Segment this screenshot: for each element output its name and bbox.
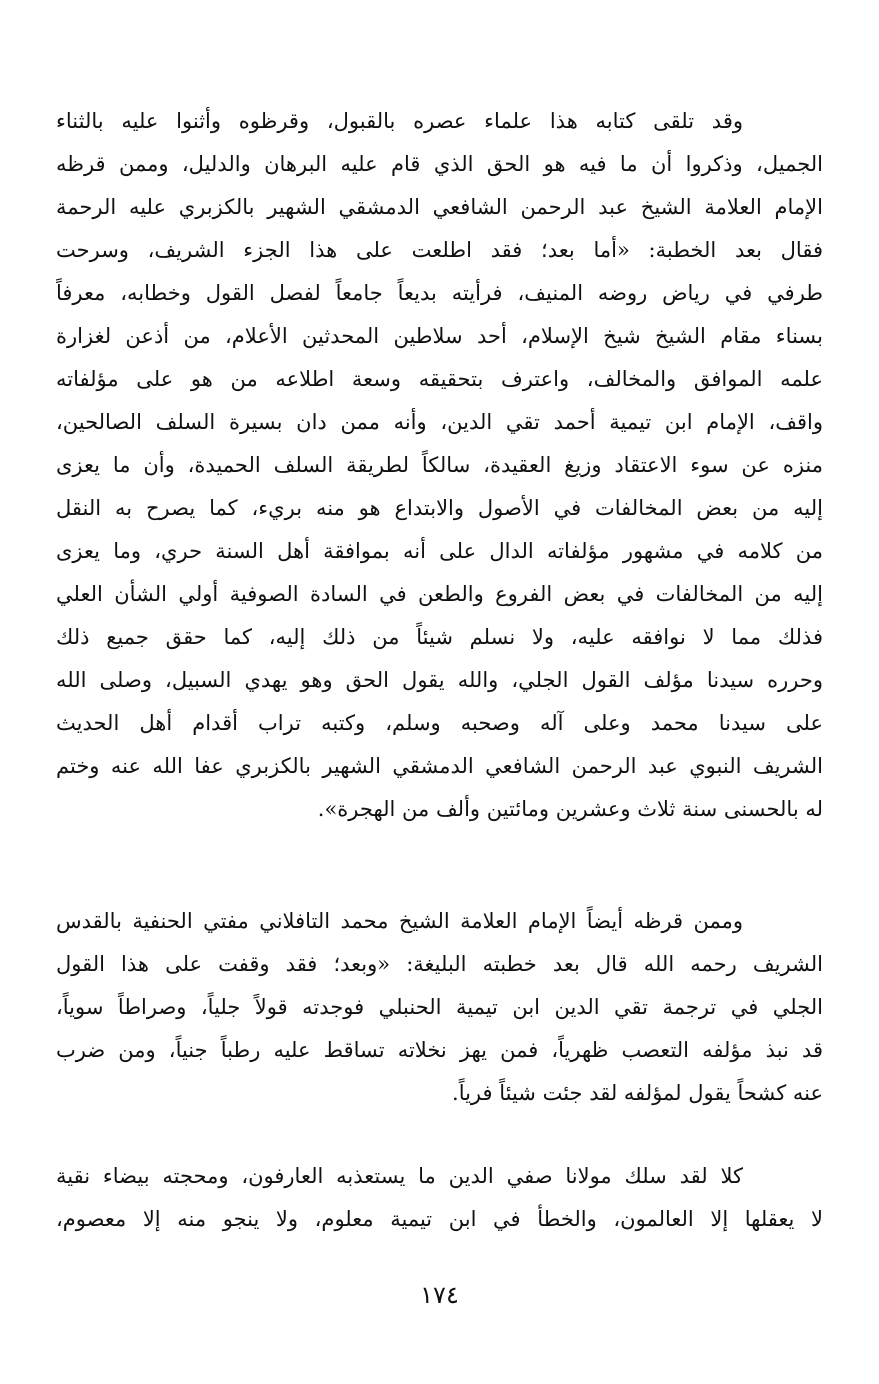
text-line: منزه عن سوء الاعتقاد وزيغ العقيدة، سالكاً لطريقة السلف الحميدة، وأن ما يعزى xyxy=(56,453,823,477)
text-line: كلا لقد سلك مولانا صفي الدين ما يستعذبه العارفون، ومحجته بيضاء نقية xyxy=(56,1164,743,1188)
text-line: على سيدنا محمد وعلى آله وصحبه وسلم، وكتبه تراب أقدام أهل الحديث xyxy=(56,711,823,735)
text-line: من كلامه في مشهور مؤلفاته الدال على أنه بموافقة أهل السنة حري، وما يعزى xyxy=(56,539,823,563)
text-line: وممن قرظه أيضاً الإمام العلامة الشيخ محمد التافلاني مفتي الحنفية بالقدس xyxy=(56,909,743,933)
text-line: له بالحسنى سنة ثلاث وعشرين ومائتين وألف من الهجرة». xyxy=(317,797,823,821)
page-number: ١٧٤ xyxy=(420,1281,459,1309)
text-line: إليه من بعض المخالفات في الأصول والابتداع هو منه بريء، كما يصرح به النقل xyxy=(56,496,823,520)
text-line: فقال بعد الخطبة: «أما بعد؛ فقد اطلعت على هذا الجزء الشريف، وسرحت xyxy=(56,238,823,262)
text-line: الشريف رحمه الله قال بعد خطبته البليغة: «وبعد؛ فقد وقفت على هذا القول xyxy=(56,952,823,976)
text-line: لا يعقلها إلا العالمون، والخطأ في ابن تيمية معلوم، ولا ينجو منه إلا معصوم، xyxy=(56,1207,823,1231)
text-line: علمه الموافق والمخالف، واعترف بتحقيقه وسعة اطلاعه من هو على مؤلفاته xyxy=(56,367,823,391)
text-line: وقد تلقى كتابه هذا علماء عصره بالقبول، وقرظوه وأثنوا عليه بالثناء xyxy=(56,109,743,133)
text-line: الجميل، وذكروا أن ما فيه هو الحق الذي قام عليه البرهان والدليل، وممن قرظه xyxy=(56,152,823,176)
text-line: فذلك مما لا نوافقه عليه، ولا نسلم شيئاً من ذلك إليه، كما حقق جميع ذلك xyxy=(56,625,823,649)
text-line: إليه من المخالفات في بعض الفروع والطعن في السادة الصوفية أولي الشأن العلي xyxy=(56,582,823,606)
paragraph-1 xyxy=(56,100,823,831)
text-line: الإمام العلامة الشيخ عبد الرحمن الشافعي الدمشقي الشهير بالكزبري عليه الرحمة xyxy=(56,195,823,219)
text-line: قد نبذ مؤلفه التعصب ظهرياً، فمن يهز نخلاته تساقط عليه رطباً جنياً، ومن ضرب xyxy=(56,1038,823,1062)
paragraph-2 xyxy=(56,900,823,1115)
text-line: الجلي في ترجمة تقي الدين ابن تيمية الحنبلي فوجدته قولاً جلياً، وصراطاً سوياً، xyxy=(56,995,823,1019)
text-line: عنه كشحاً يقول لمؤلفه لقد جئت شيئاً فرياً. xyxy=(452,1081,823,1105)
paragraph-3 xyxy=(56,1155,823,1241)
text-line: واقف، الإمام ابن تيمية أحمد تقي الدين، وأنه ممن دان بسيرة السلف الصالحين، xyxy=(56,410,823,434)
text-line: طرفي في رياض روضه المنيف، فرأيته بديعاً جامعاً لفصل القول وخطابه، معرفاً xyxy=(56,281,823,305)
text-line: بسناء مقام الشيخ شيخ الإسلام، أحد سلاطين المحدثين الأعلام، من أذعن لغزارة xyxy=(56,324,823,348)
text-line: الشريف النبوي عبد الرحمن الشافعي الدمشقي الشهير بالكزبري عفا الله عنه وختم xyxy=(56,754,823,778)
text-line: وحرره سيدنا مؤلف القول الجلي، والله يقول الحق وهو يهدي السبيل، وصلى الله xyxy=(56,668,823,692)
